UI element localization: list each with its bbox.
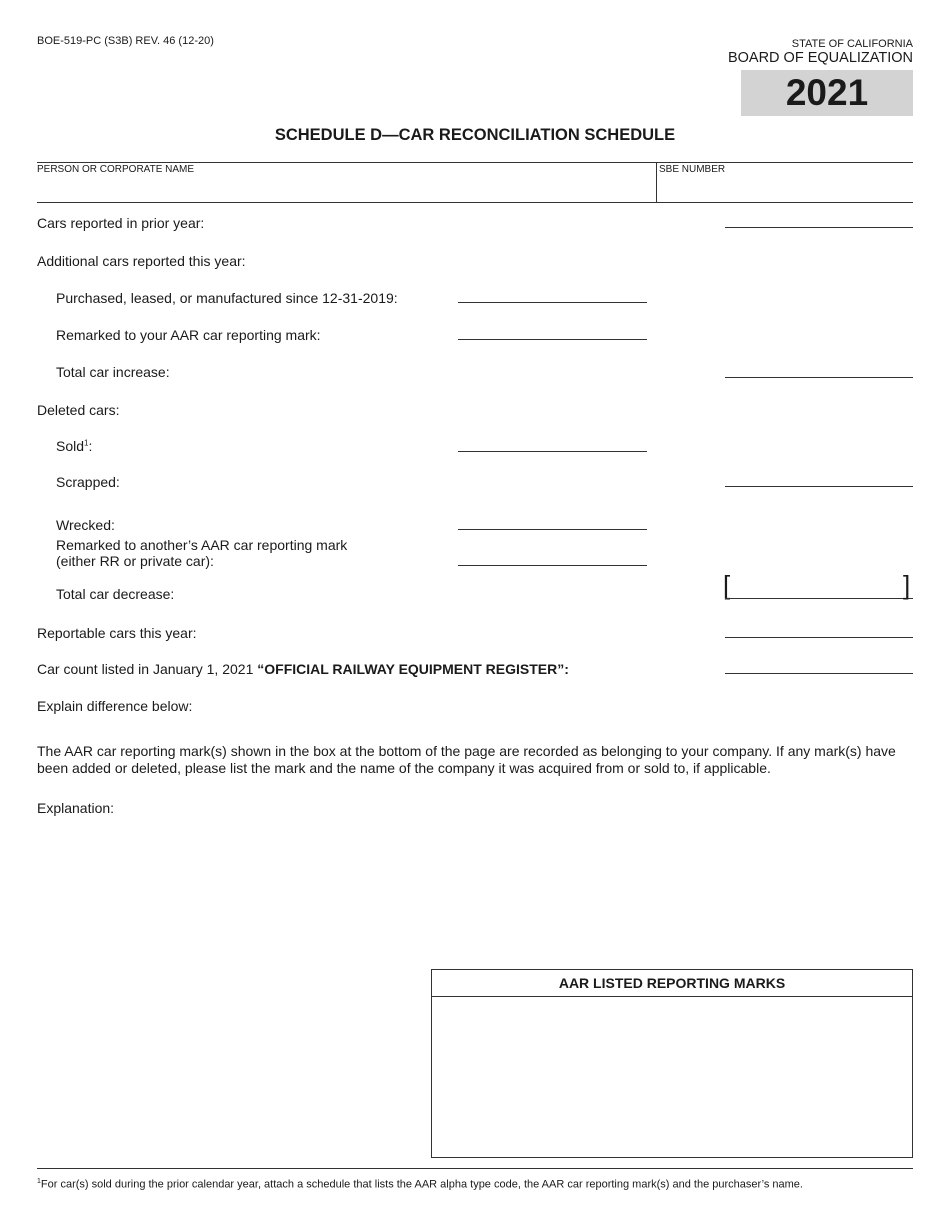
additional-cars-label: Additional cars reported this year: — [37, 253, 246, 269]
sbe-number-field[interactable] — [659, 177, 911, 201]
remarked-another-label-2: (either RR or private car): — [56, 553, 214, 569]
sold-text: Sold — [56, 438, 85, 454]
sold-colon: : — [88, 438, 93, 454]
wrecked-label: Wrecked: — [56, 517, 115, 533]
total-decrease-field[interactable] — [725, 598, 913, 599]
sold-field[interactable] — [458, 451, 647, 452]
page-title: SCHEDULE D—CAR RECONCILIATION SCHEDULE — [274, 126, 676, 144]
reportable-cars-field[interactable] — [725, 637, 913, 638]
field-divider — [656, 162, 657, 202]
explain-below-label: Explain difference below: — [37, 698, 193, 714]
prior-year-field[interactable] — [725, 227, 913, 228]
year-badge: 2021 — [741, 70, 913, 116]
reportable-cars-label: Reportable cars this year: — [37, 625, 197, 641]
car-count-label — [37, 661, 569, 677]
board-label: BOARD OF EQUALIZATION — [727, 50, 913, 66]
footnote-rule — [37, 1168, 913, 1169]
footnote-number: 1 — [37, 1178, 41, 1185]
remarked-another-label-1: Remarked to another’s AAR car reporting mark — [56, 537, 348, 553]
person-name-field[interactable] — [37, 177, 653, 201]
top-rule — [37, 162, 913, 163]
bracket-close: ] — [903, 570, 911, 600]
person-name-label: PERSON OR CORPORATE NAME — [37, 164, 195, 175]
deleted-cars-label: Deleted cars: — [37, 402, 120, 418]
reporting-marks-box — [431, 969, 913, 1158]
remarked-yours-label: Remarked to your AAR car reporting mark: — [56, 327, 321, 343]
footnote-text: For car(s) sold during the prior calendar year, attach a schedule that lists the AAR alpha type code, the AAR car reporting mark(s) and the purchaser’s name. — [40, 1178, 803, 1191]
purchased-label: Purchased, leased, or manufactured since 12-31-2019: — [56, 290, 398, 306]
wrecked-field[interactable] — [458, 529, 647, 530]
state-label: STATE OF CALIFORNIA — [791, 38, 913, 50]
sold-label — [56, 438, 92, 454]
remarked-another-field[interactable] — [458, 565, 647, 566]
total-increase-label: Total car increase: — [56, 364, 170, 380]
prior-year-label: Cars reported in prior year: — [37, 215, 205, 231]
bracket-open: [ — [723, 570, 731, 600]
explanation-field[interactable] — [37, 820, 913, 960]
total-increase-field[interactable] — [725, 377, 913, 378]
car-count-register: “OFFICIAL RAILWAY EQUIPMENT REGISTER”: — [257, 661, 569, 677]
instruction-paragraph: The AAR car reporting mark(s) shown in the box at the bottom of the page are recorded as belonging to your company. If any mark(s) have been added or deleted, please list the mark and the name of the company it was acquired from or sold to, if applicable. — [37, 743, 896, 776]
remarked-yours-field[interactable] — [458, 339, 647, 340]
scrapped-field[interactable] — [725, 486, 913, 487]
form-id: BOE-519-PC (S3B) REV. 46 (12-20) — [37, 35, 214, 47]
car-count-text: Car count listed in January 1, 2021 — [37, 661, 258, 677]
footnote — [37, 1178, 803, 1191]
bottom-rule — [37, 202, 913, 203]
scrapped-label: Scrapped: — [56, 474, 120, 490]
purchased-field[interactable] — [458, 302, 647, 303]
car-count-field[interactable] — [725, 673, 913, 674]
explanation-label: Explanation: — [37, 800, 115, 816]
sold-footnote-ref: 1 — [84, 438, 89, 448]
total-decrease-label: Total car decrease: — [56, 586, 175, 602]
reporting-marks-heading: AAR LISTED REPORTING MARKS — [432, 970, 912, 997]
sbe-number-label: SBE NUMBER — [659, 164, 726, 175]
